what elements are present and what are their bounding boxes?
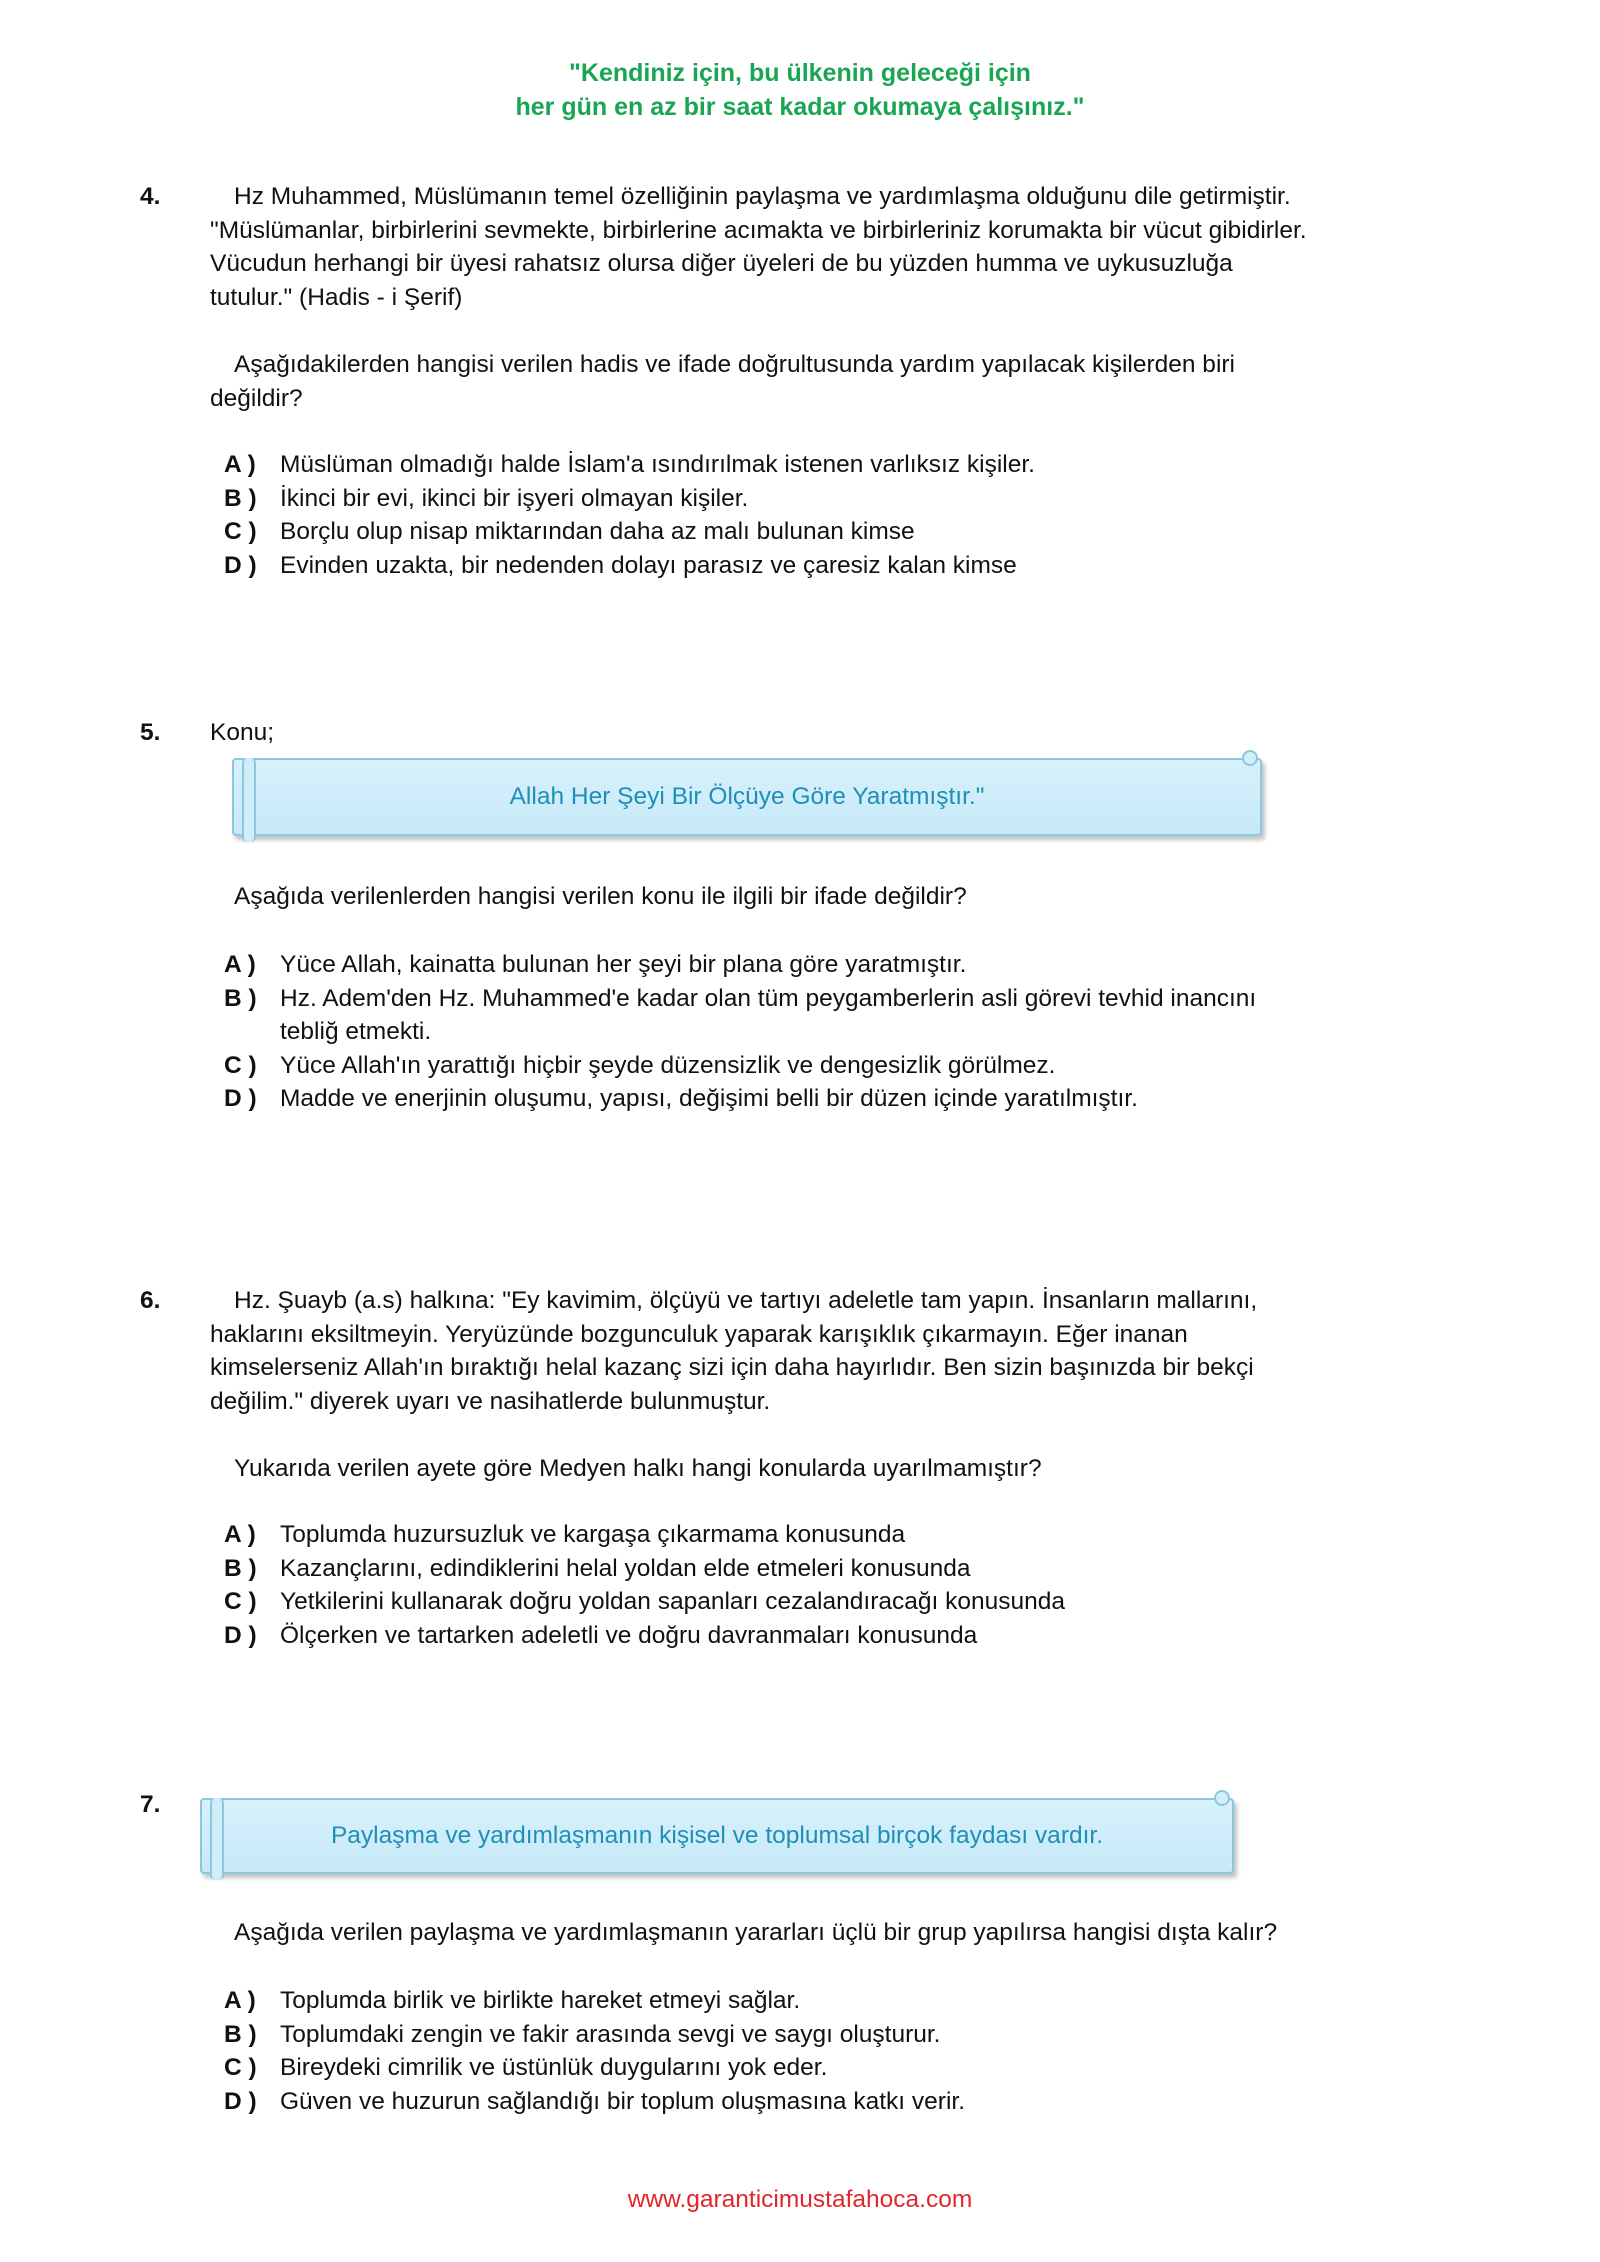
question-prompt: Aşağıda verilen paylaşma ve yardımlaşmanın yararları üçlü bir grup yapılırsa hangisi dışta kalır?: [234, 1919, 1278, 1946]
question-number: 4.: [140, 183, 161, 210]
question-prompt: Aşağıdakilerden hangisi verilen hadis ve ifade doğrultusunda yardım yapılacak kişilerden biri değildir?: [210, 351, 1235, 412]
question-text: Hz. Şuayb (a.s) halkına: "Ey kavimim, ölçüyü ve tartıyı adeletle tam yapın. İnsanların mallarını, haklarını eksiltmeyin. Yeryüzünde bozgunculuk yaparak karışıklık çıkarmayın. Eğer inanan kimselerseniz Allah'ın bıraktığı helal kazanç sizi için daha hayırlıdır. Ben sizin başınızda bir bekçi değilim." diyerek uyarı ve nasihatlerde bulunmuştur.: [210, 1287, 1258, 1415]
option-b[interactable]: B ) Toplumdaki zengin ve fakir arasında sevgi ve saygı oluşturur.: [224, 2020, 941, 2048]
topic-banner-text: Allah Her Şeyi Bir Ölçüye Göre Yaratmıştır.": [509, 783, 985, 811]
option-a[interactable]: A ) Toplumda birlik ve birlikte hareket etmeyi sağlar.: [224, 1987, 801, 2014]
answer-options: [224, 448, 1440, 582]
scroll-curl-left: [210, 1798, 224, 1880]
answer-options: [224, 1984, 1440, 2118]
answer-options: [224, 1518, 1440, 1652]
option-a[interactable]: A ) Yüce Allah, kainatta bulunan her şeyi bir plana göre yaratmıştır.: [224, 951, 967, 978]
option-a[interactable]: A ) Müslüman olmadığı halde İslam'a ısındırılmak istenen varlıksız kişiler.: [224, 451, 1035, 478]
motto-line-2: her gün en az bir saat kadar okumaya çalışınız.": [515, 93, 1085, 121]
option-b[interactable]: B ) Hz. Adem'den Hz. Muhammed'e kadar olan tüm peygamberlerin asli görevi tevhid inancını tebliğ etmekti.: [224, 984, 1257, 1045]
answer-options: [224, 948, 1440, 1116]
motto-header: [0, 56, 1600, 124]
option-b[interactable]: B ) İkinci bir evi, ikinci bir işyeri olmayan kişiler.: [224, 484, 749, 512]
option-c[interactable]: C ) Borçlu olup nisap miktarından daha az malı bulunan kimse: [224, 518, 915, 545]
statement-scroll-banner: [200, 1798, 1234, 1874]
scroll-curl-right: [1242, 750, 1258, 766]
motto-line-1: "Kendiniz için, bu ülkenin geleceği için: [569, 59, 1031, 87]
option-d[interactable]: D ) Güven ve huzurun sağlandığı bir toplum oluşmasına katkı verir.: [224, 2087, 965, 2115]
option-d[interactable]: D ) Evinden uzakta, bir nedenden dolayı parasız ve çaresiz kalan kimse: [224, 551, 1017, 579]
question-number: 5.: [140, 719, 161, 746]
question-number: 7.: [140, 1791, 161, 1818]
option-c[interactable]: C ) Yetkilerini kullanarak doğru yoldan sapanları cezalandıracağı konusunda: [224, 1588, 1065, 1615]
topic-scroll-banner: [232, 758, 1262, 836]
option-c[interactable]: C ) Bireydeki cimrilik ve üstünlük duygularını yok eder.: [224, 2054, 828, 2081]
option-b[interactable]: B ) Kazançlarını, edindiklerini helal yoldan elde etmeleri konusunda: [224, 1554, 971, 1582]
question-prompt: Aşağıda verilenlerden hangisi verilen konu ile ilgili bir ifade değildir?: [234, 883, 967, 910]
option-d[interactable]: D ) Madde ve enerjinin oluşumu, yapısı, değişimi belli bir düzen içinde yaratılmıştır.: [224, 1085, 1138, 1112]
option-d[interactable]: D ) Ölçerken ve tartarken adeletli ve doğru davranmaları konusunda: [224, 1621, 978, 1649]
question-text: Hz Muhammed, Müslümanın temel özelliğinin paylaşma ve yardımlaşma olduğunu dile getirmiştir. "Müslümanlar, birbirlerini sevmekte, birbirlerine acımakta ve birbirleriniz korumakta bir vücut gibidirler. Vücudun herhangi bir üyesi rahatsız olursa diğer üyeleri de bu yüzden humma ve uykusuzluğa tutulur." (Hadis - i Şerif): [210, 183, 1307, 311]
option-a[interactable]: A ) Toplumda huzursuzluk ve kargaşa çıkarmama konusunda: [224, 1521, 906, 1548]
statement-banner-text: Paylaşma ve yardımlaşmanın kişisel ve toplumsal birçok faydası vardır.: [330, 1822, 1104, 1850]
question-intro: Konu;: [210, 719, 275, 746]
option-c[interactable]: C ) Yüce Allah'ın yarattığı hiçbir şeyde düzensizlik ve dengesizlik görülmez.: [224, 1051, 1056, 1079]
scroll-curl-left: [242, 758, 256, 842]
question-prompt: Yukarıda verilen ayete göre Medyen halkı hangi konularda uyarılmamıştır?: [234, 1455, 1042, 1482]
scroll-curl-right: [1214, 1790, 1230, 1806]
question-number: 6.: [140, 1287, 161, 1314]
footer-website-link[interactable]: www.garanticimustafahoca.com: [627, 2186, 973, 2213]
